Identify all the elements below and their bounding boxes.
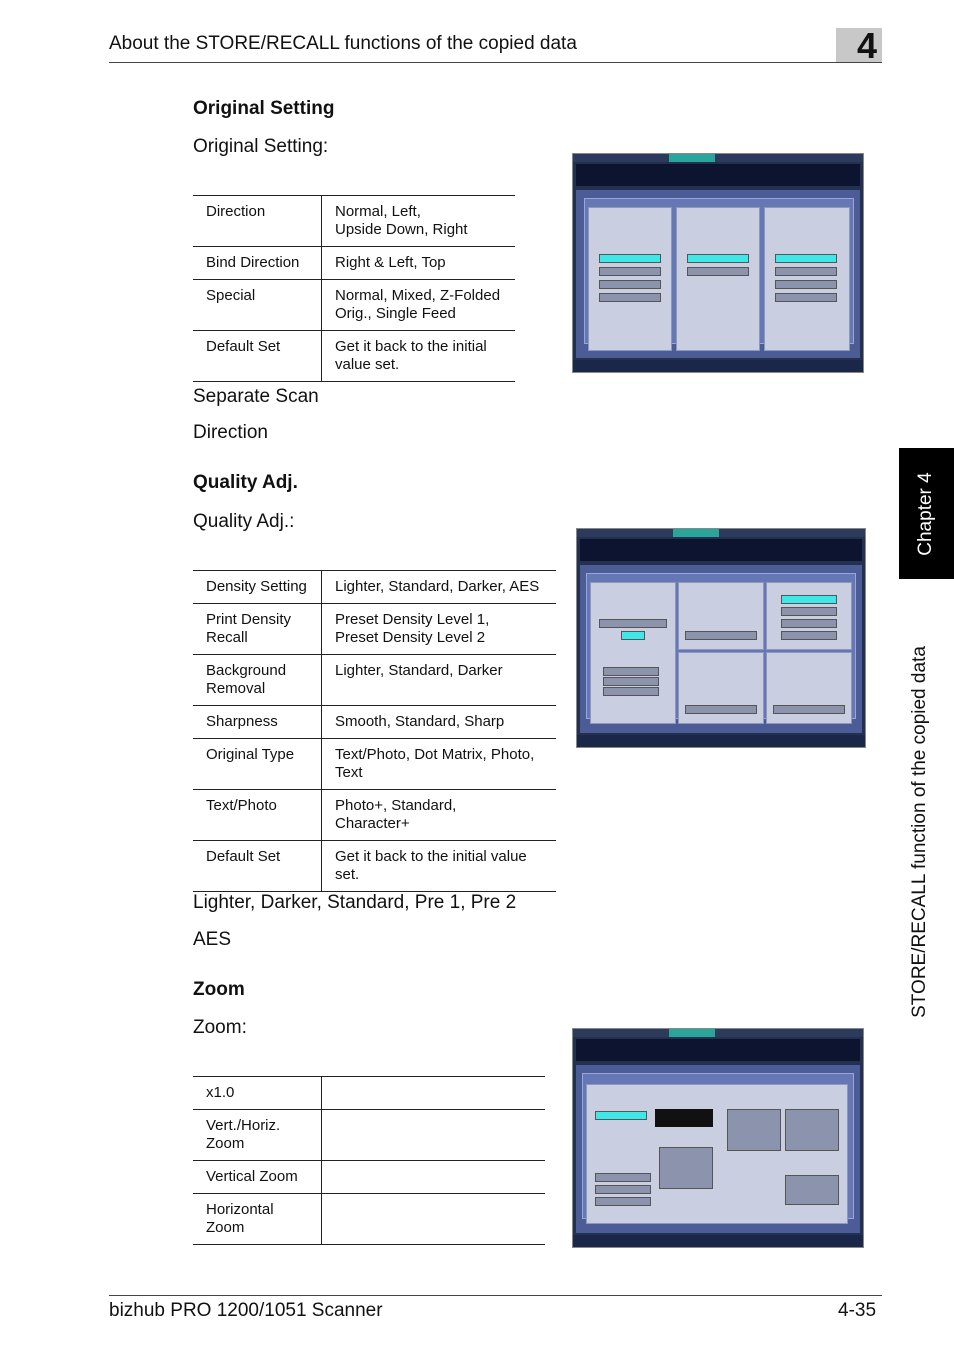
- section-heading-original-setting: Original Setting: [193, 98, 335, 119]
- original-setting-label: Original Setting:: [193, 136, 329, 157]
- table-cell-setting: Smooth, Standard, Sharp: [322, 706, 557, 739]
- screenshot-active-tab: [669, 154, 715, 162]
- screenshot-zoom-display: [655, 1109, 713, 1127]
- screenshot-column: [678, 582, 764, 650]
- screenshot-button: [781, 619, 837, 628]
- original-setting-table: [193, 195, 515, 382]
- table-row: [193, 1161, 545, 1194]
- original-setting-screenshot: [572, 153, 864, 373]
- footer-page-number: 4-35: [838, 1300, 877, 1321]
- table-cell-setting: Normal, Mixed, Z-Folded Orig., Single Feed: [322, 280, 516, 331]
- screenshot-message-area: [576, 1039, 860, 1061]
- table-cell-item: Special: [193, 280, 322, 331]
- table-cell-item: Text/Photo: [193, 790, 322, 841]
- table-cell-item: Default Set: [193, 841, 322, 892]
- screenshot-dialog: [582, 1073, 854, 1219]
- zoom-label: Zoom:: [193, 1017, 247, 1038]
- table-cell-setting: Preset Density Level 1, Preset Density Level 2: [322, 604, 557, 655]
- table-cell-item: x1.0: [193, 1077, 322, 1110]
- screenshot-user-preset: [785, 1175, 839, 1205]
- screenshot-main-area: [576, 190, 860, 358]
- screenshot-button: [595, 1185, 651, 1194]
- table-cell-item: Direction: [193, 196, 322, 247]
- screenshot-status-bar: [573, 1235, 863, 1247]
- screenshot-button: [603, 667, 659, 676]
- table-row: [193, 571, 556, 604]
- screenshot-message-area: [580, 539, 862, 561]
- table-cell-item: Vert./Horiz. Zoom: [193, 1110, 322, 1161]
- screenshot-button: [595, 1173, 651, 1182]
- table-row: [193, 655, 556, 706]
- screenshot-keypad: [659, 1147, 713, 1189]
- screenshot-button: [603, 687, 659, 696]
- quality-adj-table: [193, 570, 556, 892]
- screenshot-dialog: [586, 573, 856, 719]
- screenshot-button: [599, 619, 667, 628]
- table-cell-item: Horizontal Zoom: [193, 1194, 322, 1245]
- screenshot-main-area: [576, 1065, 860, 1233]
- table-row: [193, 604, 556, 655]
- screenshot-button: [621, 631, 645, 640]
- screenshot-button: [595, 1111, 647, 1120]
- screenshot-preset-list: [785, 1109, 839, 1151]
- screenshot-column: [588, 207, 672, 351]
- screenshot-preset-list: [727, 1109, 781, 1151]
- screenshot-button: [781, 595, 837, 604]
- table-row: [193, 790, 556, 841]
- table-row: [193, 1077, 545, 1110]
- screenshot-button: [599, 280, 661, 289]
- table-cell-setting: Photo+, Standard, Character+: [322, 790, 557, 841]
- table-cell-item: Bind Direction: [193, 247, 322, 280]
- quality-adj-label: Quality Adj.:: [193, 511, 295, 532]
- screenshot-button: [685, 705, 757, 714]
- screenshot-status-bar: [577, 735, 865, 747]
- table-cell-item: Background Removal: [193, 655, 322, 706]
- screenshot-button: [685, 631, 757, 640]
- separate-scan-label: Separate Scan: [193, 386, 319, 407]
- screenshot-tab-bar: [573, 1029, 863, 1037]
- zoom-table: [193, 1076, 545, 1245]
- quality-adj-screenshot: [576, 528, 866, 748]
- footer-rule: [109, 1295, 882, 1296]
- screenshot-button: [687, 254, 749, 263]
- screenshot-zoom-panel: [586, 1084, 848, 1224]
- section-heading-quality-adj: Quality Adj.: [193, 472, 298, 493]
- table-row: [193, 706, 556, 739]
- chapter-number: 4: [857, 25, 878, 66]
- screenshot-active-tab: [673, 529, 719, 537]
- screenshot-column: [766, 582, 852, 650]
- table-row: [193, 331, 515, 382]
- table-cell-setting: Normal, Left, Upside Down, Right: [322, 196, 516, 247]
- table-cell-setting: Lighter, Standard, Darker, AES: [322, 571, 557, 604]
- screenshot-button: [599, 254, 661, 263]
- screenshot-column: [764, 207, 850, 351]
- screenshot-tab-bar: [577, 529, 865, 537]
- table-cell-setting: Right & Left, Top: [322, 247, 516, 280]
- screenshot-button: [603, 677, 659, 686]
- footer-product-name: bizhub PRO 1200/1051 Scanner: [109, 1300, 383, 1321]
- table-cell-setting: Lighter, Standard, Darker: [322, 655, 557, 706]
- table-cell-item: Density Setting: [193, 571, 322, 604]
- table-cell-setting: [322, 1161, 546, 1194]
- screenshot-active-tab: [669, 1029, 715, 1037]
- table-cell-item: Vertical Zoom: [193, 1161, 322, 1194]
- screenshot-button: [775, 280, 837, 289]
- table-row: [193, 1194, 545, 1245]
- screenshot-button: [773, 705, 845, 714]
- screenshot-tab-bar: [573, 154, 863, 162]
- table-cell-item: Original Type: [193, 739, 322, 790]
- screenshot-button: [781, 607, 837, 616]
- table-cell-setting: [322, 1194, 546, 1245]
- screenshot-dialog: [584, 198, 854, 344]
- screenshot-column: [676, 207, 760, 351]
- screenshot-button: [775, 254, 837, 263]
- screenshot-column: [590, 582, 676, 724]
- screenshot-button: [599, 293, 661, 302]
- screenshot-column: [678, 652, 764, 724]
- screenshot-main-area: [580, 565, 862, 733]
- screenshot-button: [775, 293, 837, 302]
- table-cell-setting: Get it back to the initial value set.: [322, 331, 516, 382]
- table-cell-item: Sharpness: [193, 706, 322, 739]
- direction-label: Direction: [193, 422, 268, 443]
- screenshot-status-bar: [573, 360, 863, 372]
- screenshot-button: [599, 267, 661, 276]
- side-tab-title: STORE/RECALL function of the copied data: [909, 646, 930, 1018]
- section-heading-zoom: Zoom: [193, 979, 245, 1000]
- table-row: [193, 280, 515, 331]
- table-cell-setting: Text/Photo, Dot Matrix, Photo, Text: [322, 739, 557, 790]
- table-cell-setting: [322, 1110, 546, 1161]
- screenshot-button: [775, 267, 837, 276]
- table-cell-item: Print Density Recall: [193, 604, 322, 655]
- zoom-screenshot: [572, 1028, 864, 1248]
- table-row: [193, 196, 515, 247]
- page-header-title: About the STORE/RECALL functions of the copied data: [109, 33, 577, 54]
- screenshot-message-area: [576, 164, 860, 186]
- table-cell-setting: [322, 1077, 546, 1110]
- table-row: [193, 739, 556, 790]
- screenshot-button: [595, 1197, 651, 1206]
- screenshot-button: [687, 267, 749, 276]
- table-row: [193, 841, 556, 892]
- side-tab-chapter-label: Chapter 4: [915, 472, 936, 556]
- table-cell-item: Default Set: [193, 331, 322, 382]
- table-row: [193, 247, 515, 280]
- aes-label: AES: [193, 929, 232, 950]
- screenshot-button: [781, 631, 837, 640]
- screenshot-column: [766, 652, 852, 724]
- table-cell-setting: Get it back to the initial value set.: [322, 841, 557, 892]
- header-rule: [109, 62, 882, 63]
- density-options-label: Lighter, Darker, Standard, Pre 1, Pre 2: [193, 892, 517, 913]
- table-row: [193, 1110, 545, 1161]
